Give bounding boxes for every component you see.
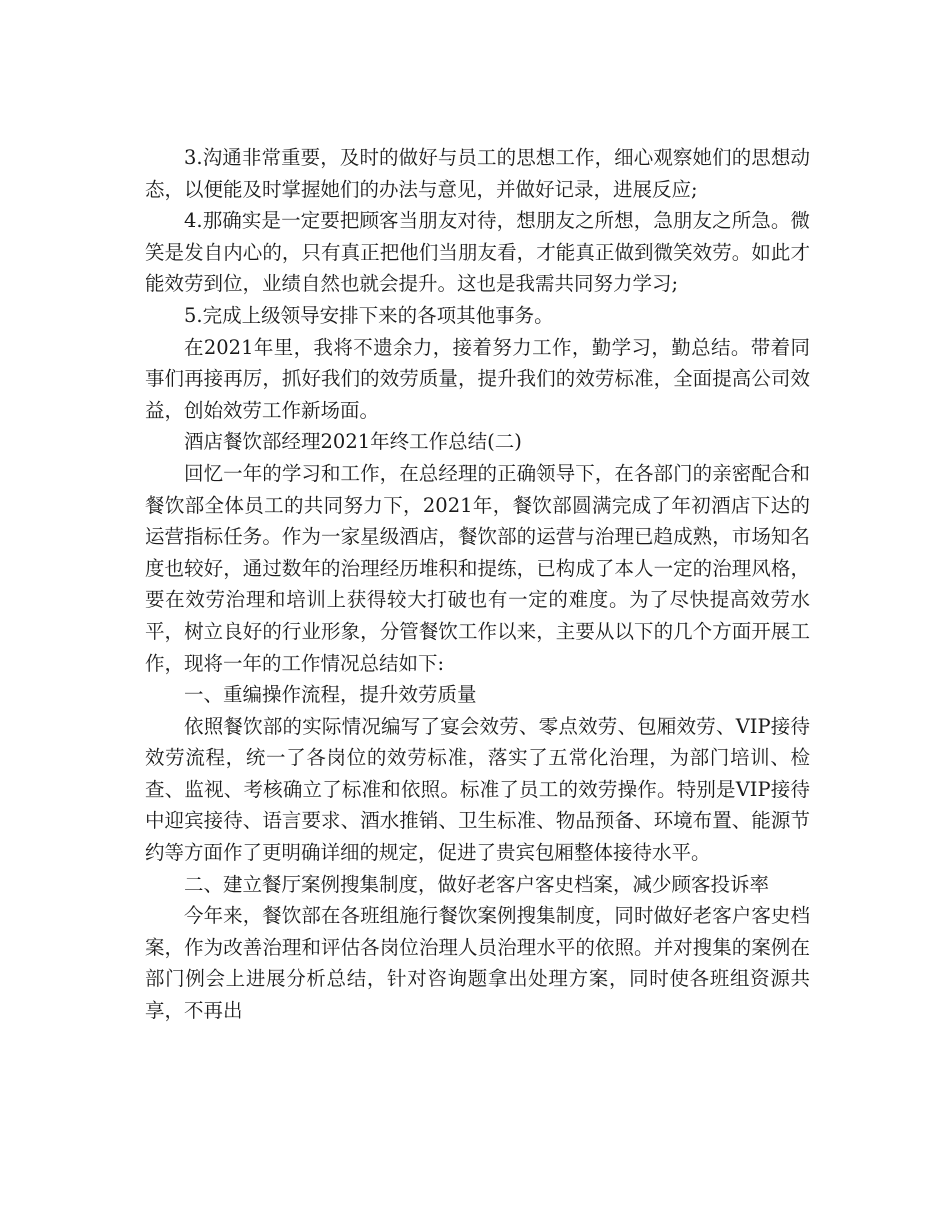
paragraph-year-plan: 在2021年里，我将不遗余力，接着努力工作，勤学习，勤总结。带着同事们再接再厉，抓好我们的效劳质量，提升我们的效劳标准，全面提高公司效益，创始效劳工作新场面。 xyxy=(145,335,810,422)
heading-two: 二、建立餐厅案例搜集制度，做好老客户客史档案，减少顾客投诉率 xyxy=(184,872,770,896)
paragraph-communication: 3.沟通非常重要，及时的做好与员工的思想工作，细心观察她们的思想动态，以便能及时掌握她们的办法与意见，并做好记录，进展反应; xyxy=(145,146,810,201)
paragraph-service-process: 依照餐饮部的实际情况编写了宴会效劳、零点效劳、包厢效劳、VIP接待效劳流程，统一了各岗位的效劳标准，落实了五常化治理，为部门培训、检查、监视、考核确立了标准和依照。标准了员工的效劳操作。特别是VIP接待中迎宾接待、语言要求、酒水推销、卫生标准、物品预备、环境布置、能源节约等方面作了更明确详细的规定，促进了贵宾包厢整体接待水平。 xyxy=(145,714,810,865)
paragraph-case-collection: 今年来，餐饮部在各班组施行餐饮案例搜集制度，同时做好老客户客史档案，作为改善治理和评估各岗位治理人员治理水平的依照。并对搜集的案例在部门例会上进展分析总结，针对咨询题拿出处理方案，同时使各班组资源共享，不再出 xyxy=(145,904,810,1023)
paragraph-review: 回忆一年的学习和工作，在总经理的正确领导下，在各部门的亲密配合和餐饮部全体员工的共同努力下，2021年，餐饮部圆满完成了年初酒店下达的运营指标任务。作为一家星级酒店，餐饮部的运营与治理已趋成熟，市场知名度也较好，通过数年的治理经历堆积和提练，已构成了本人一定的治理风格，要在效劳治理和培训上获得较大打破也有一定的难度。为了尽快提高效劳水平，树立良好的行业形象，分管餐饮工作以来，主要从以下的几个方面开展工作，现将一年的工作情况总结如下: xyxy=(145,461,810,675)
heading-one: 一、重编操作流程，提升效劳质量 xyxy=(184,683,477,707)
document-body xyxy=(145,142,810,1027)
section-title: 酒店餐饮部经理2021年终工作总结(二) xyxy=(184,430,522,454)
paragraph-customers-as-friends: 4.那确实是一定要把顾客当朋友对待，想朋友之所想，急朋友之所急。微笑是发自内心的，只有真正把他们当朋友看，才能真正做到微笑效劳。如此才能效劳到位，业绩自然也就会提升。这也是我需共同努力学习; xyxy=(145,209,810,296)
paragraph-other-tasks: 5.完成上级领导安排下来的各项其他事务。 xyxy=(184,303,554,327)
